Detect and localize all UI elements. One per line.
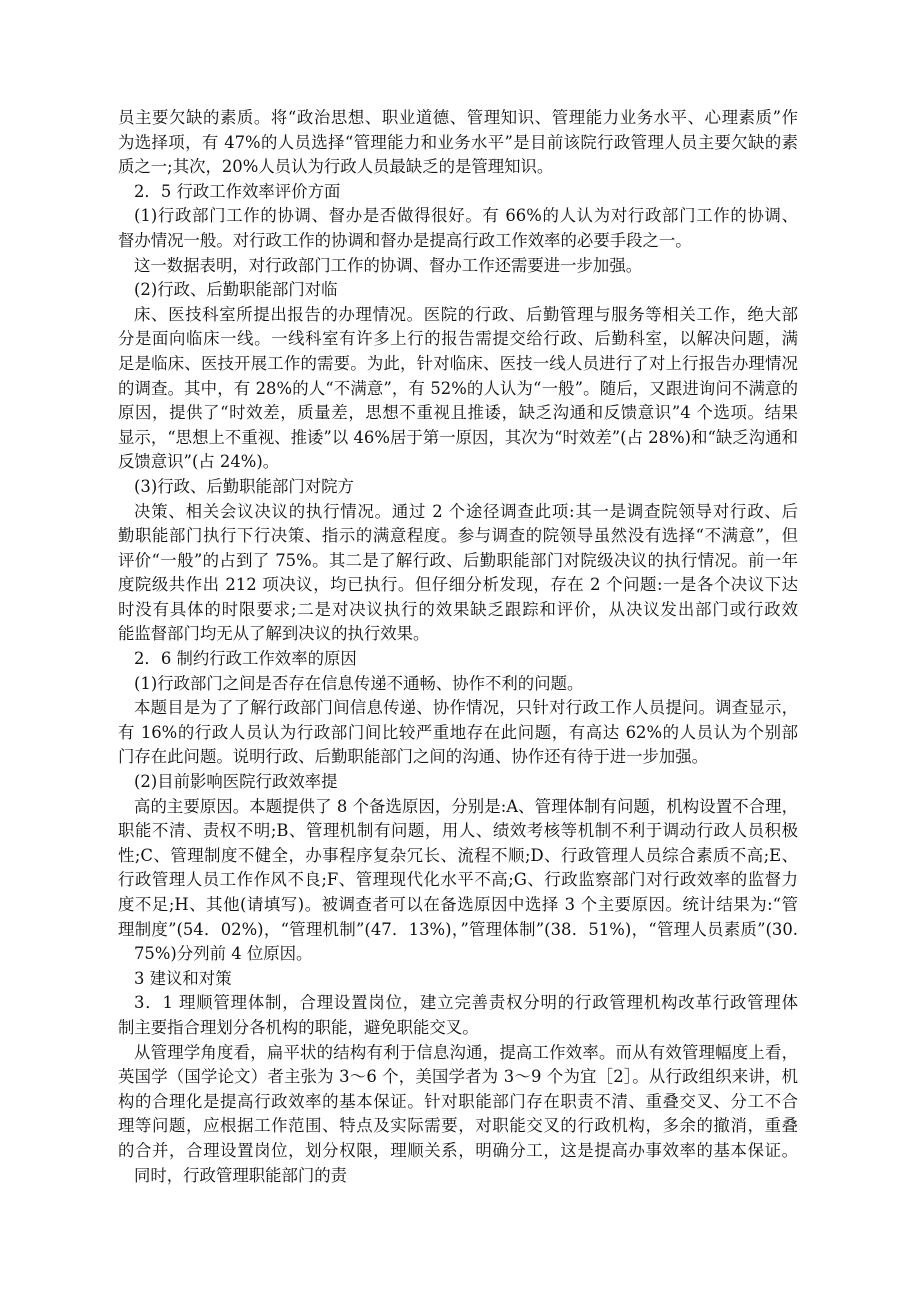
text-line: 为选择项，有 47%的人员选择“管理能力和业务水平”是目前该院行政管理人员主要欠缺的素	[118, 132, 798, 152]
text-line: 制主要指合理划分各机构的职能，避免职能交叉。	[118, 1017, 479, 1037]
text-line: 显示，“思想上不重视、推诿”以 46%居于第一原因，其次为“时效差”(占 28%)和“缺乏沟通和	[118, 427, 798, 447]
text-line: 本题目是为了了解行政部门间信息传递、协作情况，只针对行政工作人员提问。调查显示，	[134, 698, 798, 718]
text-line: 理等问题，应根据工作范围、特点及实际需要，对职能交叉的行政机构，多余的撤消，重叠	[118, 1116, 798, 1136]
text-line: 75%)分列前 4 位原因。	[134, 944, 313, 964]
text-line: 决策、相关会议决议的执行情况。通过 2 个途径调查此项:其一是调查院领导对行政、后	[134, 501, 798, 521]
text-line: 3 建议和对策	[134, 968, 232, 988]
text-line: 有 16%的行政人员认为行政部门间比较严重地存在此问题，有高达 62%的人员认为个别部	[118, 722, 798, 742]
text-line: 评价“一般”的占到了 75%。其二是了解行政、后勤职能部门对院级决议的执行情况。前一年	[118, 550, 798, 570]
text-line: 的合并，合理设置岗位，划分权限，理顺关系，明确分工，这是提高办事效率的基本保证。	[118, 1140, 798, 1160]
text-line: 督办情况一般。对行政工作的协调和督办是提高行政工作效率的必要手段之一。	[118, 230, 692, 250]
text-line: 原因，提供了“时效差，质量差，思想不重视且推诿，缺乏沟通和反馈意识”4 个选项。结果	[118, 403, 798, 423]
text-line: 的调查。其中，有 28%的人“不满意”，有 52%的人认为“一般”。随后，又跟进询问不满意的	[118, 378, 798, 398]
text-line: 时没有具体的时限要求;二是对决议执行的效果缺乏跟踪和评价，从决议发出部门或行政效	[118, 599, 798, 619]
document-body	[118, 106, 798, 1188]
text-line: 质之一;其次，20%人员认为行政人员最缺乏的是管理知识。	[118, 157, 554, 177]
text-line: (1)行政部门之间是否存在信息传递不通畅、协作不利的问题。	[134, 673, 584, 693]
text-line: 足是临床、医技开展工作的需要。为此，针对临床、医技一线人员进行了对上行报告办理情况	[118, 353, 798, 373]
text-line: 反馈意识”(占 24%)。	[118, 452, 280, 472]
text-line: (2)目前影响医院行政效率提	[134, 772, 338, 792]
text-line: 这一数据表明，对行政部门工作的协调、督办工作还需要进一步加强。	[134, 255, 643, 275]
text-line: 英国学（国学论文）者主张为 3～6 个，美国学者为 3～9 个为宜［2］。从行政组织来讲，机	[118, 1067, 798, 1087]
text-line: 行政管理人员工作作风不良;F、管理现代化水平不高;G、行政监察部门对行政效率的监督力	[118, 870, 798, 890]
text-line: 性;C、管理制度不健全，办事程序复杂冗长、流程不顺;D、行政管理人员综合素质不高;E、	[118, 845, 798, 865]
text-line: 理制度”(54．02%)，“管理机制”(47．13%)，”管理体制”(38．51%)，“管理人员素质”(30.	[118, 919, 798, 939]
text-line: 3．1 理顺管理体制，合理设置岗位，建立完善责权分明的行政管理机构改革行政管理体	[134, 993, 798, 1013]
text-line: 分是面向临床一线。一线科室有许多上行的报告需提交给行政、后勤科室，以解决问题，满	[118, 329, 798, 349]
text-line: 度院级共作出 212 项决议，均已执行。但仔细分析发现，存在 2 个问题:一是各个决议下达	[118, 575, 798, 595]
text-line: 高的主要原因。本题提供了 8 个备选原因，分别是:A、管理体制有问题，机构设置不合理，	[134, 796, 798, 816]
text-line: 勤职能部门执行下行决策、指示的满意程度。参与调查的院领导虽然没有选择“不满意”，但	[118, 526, 798, 546]
text-line: (3)行政、后勤职能部门对院方	[134, 476, 354, 496]
text-line: (2)行政、后勤职能部门对临	[134, 280, 338, 300]
text-line: 职能不清、责权不明;B、管理机制有问题，用人、绩效考核等机制不利于调动行政人员积极	[118, 821, 798, 841]
text-line: 从管理学角度看，扁平状的结构有利于信息沟通，提高工作效率。而从有效管理幅度上看，	[134, 1042, 798, 1062]
text-line: 2．6 制约行政工作效率的原因	[134, 649, 357, 669]
text-line: 构的合理化是提高行政效率的基本保证。针对职能部门存在职责不清、重叠交叉、分工不合	[118, 1091, 798, 1111]
text-line: 度不足;H、其他(请填写)。被调查者可以在备选原因中选择 3 个主要原因。统计结果为:“管	[118, 895, 798, 914]
text-line: 门存在此问题。说明行政、后勤职能部门之间的沟通、协作还有待于进一步加强。	[118, 747, 709, 767]
text-line: 同时，行政管理职能部门的责	[134, 1165, 348, 1185]
text-line: 能监督部门均无从了解到决议的执行效果。	[118, 624, 430, 644]
text-line: 员主要欠缺的素质。将“政治思想、职业道德、管理知识、管理能力业务水平、心理素质”作	[118, 108, 798, 127]
text-line: 2．5 行政工作效率评价方面	[134, 181, 341, 201]
text-line: 床、医技科室所提出报告的办理情况。医院的行政、后勤管理与服务等相关工作，绝大部	[134, 304, 798, 324]
text-line: (1)行政部门工作的协调、督办是否做得很好。有 66%的人认为对行政部门工作的协调、	[134, 206, 798, 226]
